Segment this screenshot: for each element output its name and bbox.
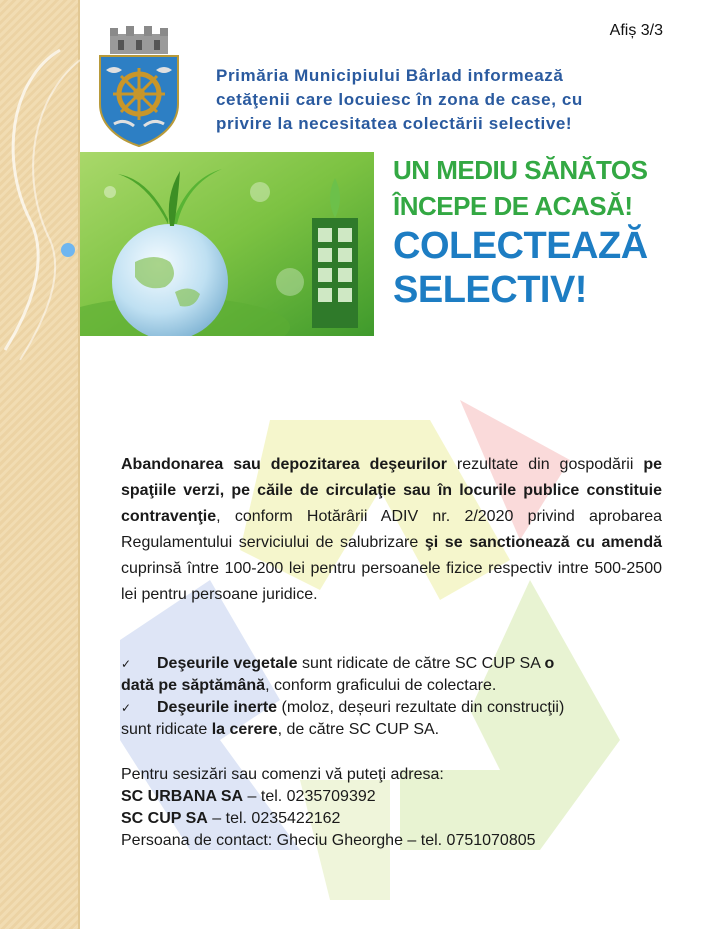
heading-line: privire la necesitatea colectării selective! xyxy=(216,114,573,133)
text-run: , conform Hotărârii ADIV nr. 2/2020 privind aprobarea Regulamentului serviciului de salubrizare xyxy=(121,508,662,551)
page-number-label: Afiș 3/3 xyxy=(609,22,663,39)
company-name: SC URBANA SA xyxy=(121,788,244,805)
bold-phrase: Deşeurile inerte xyxy=(157,699,278,716)
checkmark-icon: ✓ xyxy=(121,701,132,715)
list-item-continuation xyxy=(121,675,662,697)
text-run: cuprinsă între 100-200 lei pentru persoanele fizice respectiv intre 500-2500 lei pentru persoane juridice. xyxy=(121,560,662,603)
text-run: , conform graficului de colectare. xyxy=(265,677,497,694)
contact-person: Persoana de contact: Gheciu Gheorghe – tel. 0751070805 xyxy=(121,832,536,849)
company-name: SC CUP SA xyxy=(121,810,208,827)
text-run: sunt ridicate xyxy=(121,721,212,738)
text-run: rezultate din gospodării xyxy=(446,456,644,473)
eco-earth-illustration xyxy=(80,152,374,336)
bold-phrase: şi se sanctionează cu amendă xyxy=(424,534,662,551)
list-item-continuation xyxy=(121,719,662,741)
phone-text: – tel. 0235709392 xyxy=(243,788,376,805)
municipal-crest-icon xyxy=(96,24,182,148)
bold-phrase: Deşeurile vegetale xyxy=(157,655,298,672)
heading-line: cetăţenii care locuiesc în zona de case, cu xyxy=(216,90,583,109)
announcement-heading xyxy=(216,64,676,136)
text-run: (moloz, deșeuri rezultate din construcţii) xyxy=(277,699,565,716)
bold-phrase: o xyxy=(544,655,555,672)
contact-intro: Pentru sesizări sau comenzi vă puteţi adresa: xyxy=(121,766,444,783)
bold-phrase: Abandonarea sau depozitarea deşeurilor xyxy=(121,456,447,473)
list-item xyxy=(121,653,662,675)
bold-phrase: dată pe săptămână xyxy=(121,677,266,694)
heading-line: Primăria Municipiului Bârlad informează xyxy=(216,66,564,85)
text-run: sunt ridicate de către SC CUP SA xyxy=(297,655,545,672)
contact-line xyxy=(121,808,536,830)
text-run: , de către SC CUP SA. xyxy=(277,721,440,738)
slogan-line: COLECTEAZĂ xyxy=(393,225,648,267)
slogan-block xyxy=(393,152,683,312)
main-paragraph xyxy=(121,452,662,608)
phone-text: – tel. 0235422162 xyxy=(207,810,341,827)
slogan-line: UN MEDIU SĂNĂTOS xyxy=(393,155,648,185)
slogan-line: SELECTIV! xyxy=(393,269,587,311)
slogan-line: ÎNCEPE DE ACASĂ! xyxy=(393,191,633,221)
contact-line xyxy=(121,786,536,808)
contact-block xyxy=(121,764,536,852)
bold-phrase: la cerere xyxy=(211,721,278,738)
checkmark-icon: ✓ xyxy=(121,657,132,671)
bold-phrase: pe spaţiile verzi, pe căile de circulaţie sau în locurile publice constituie contravenţie xyxy=(121,456,663,525)
bullet-list xyxy=(121,653,662,741)
list-item xyxy=(121,697,662,719)
